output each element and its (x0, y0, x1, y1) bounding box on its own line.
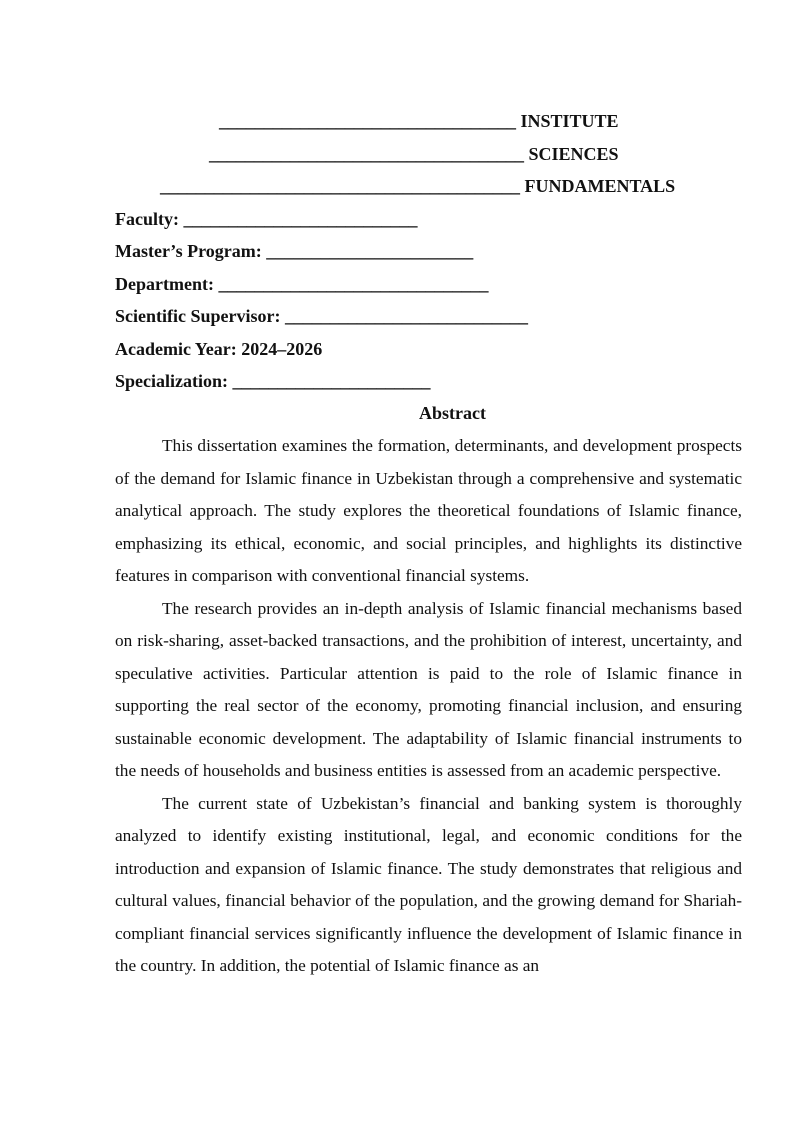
sciences-line: ___________________________________ SCIENCES (209, 144, 619, 164)
fundamentals-line: ________________________________________ FUNDAMENTALS (160, 176, 676, 196)
faculty-field: Faculty: __________________________ (115, 209, 418, 229)
scientific-supervisor-field: Scientific Supervisor: ___________________________ (115, 306, 528, 326)
abstract-paragraph: The current state of Uzbekistan’s financial and banking system is thoroughly analyzed to identify existing institutional, legal, and economic conditions for the introduction and expansion of Islamic finance. The study demonstrates that religious and cultural values, financial behavior of the population, and the growing demand for Shariah-compliant financial services significantly influence the development of Islamic finance in the country. In addition, the potential of Islamic finance as an (115, 793, 742, 975)
abstract-paragraph: The research provides an in-depth analysis of Islamic financial mechanisms based on risk-sharing, asset-backed transactions, and the prohibition of interest, uncertainty, and speculative activities. Particular attention is paid to the role of Islamic finance in supporting the real sector of the economy, promoting financial inclusion, and ensuring sustainable economic development. The adaptability of Islamic financial instruments to the needs of households and business entities is assessed from an academic perspective. (115, 598, 742, 780)
specialization-field: Specialization: ______________________ (115, 371, 431, 391)
abstract-paragraph: This dissertation examines the formation, determinants, and development prospects of the demand for Islamic finance in Uzbekistan through a comprehensive and systematic analytical approach. The study explores the theoretical foundations of Islamic finance, emphasizing its ethical, economic, and social principles, and highlights its distinctive features in comparison with conventional financial systems. (115, 436, 742, 585)
masters-program-field: Master’s Program: _______________________ (115, 241, 474, 261)
abstract-body (115, 430, 742, 983)
institute-line: _________________________________ INSTITUTE (219, 111, 619, 131)
abstract-heading: Abstract (419, 403, 486, 423)
academic-year-field: Academic Year: 2024–2026 (115, 339, 323, 359)
department-field: Department: ______________________________ (115, 274, 489, 294)
